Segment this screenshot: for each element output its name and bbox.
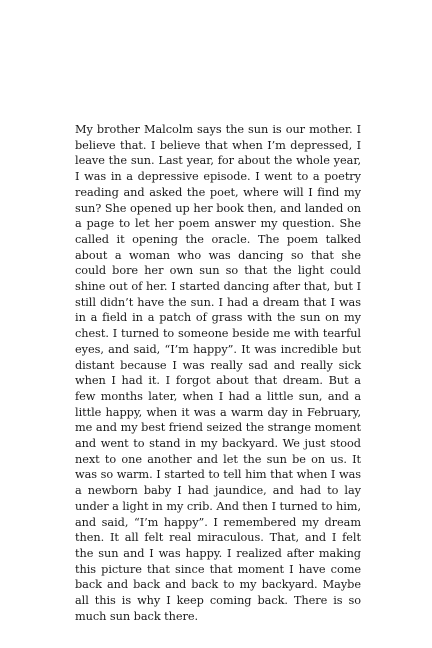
essay-paragraph: My brother Malcolm says the sun is our mother. I believe that. I believe that when I’m depressed, I leave the sun. Last year, for about the whole year, I was in a depressive episode. I went to a poetry reading and asked the poet, where will I find my sun? She opened up her book then, and landed on a page to let her poem answer my question. She called it opening the oracle. The poem talked about a woman who was dancing so that she could bore her own sun so that the light could shine out of her. I started dancing after that, but I still didn’t have the sun. I had a dream that I was in a field in a patch of grass with the sun on my chest. I turned to someone beside me with tearful eyes, and said, “I’m happy”. It was incredible but distant because I was really sad and really sick when I had it. I forgot about that dream. But a few months later, when I had a little sun, and a little happy, when it was a warm day in February, me and my best friend seized the strange moment and went to stand in my backyard. We just stood next to one another and let the sun be on us. It was so warm. I started to tell him that when I was a newborn baby I had jaundice, and had to lay under a light in my crib. And then I turned to him, and said, “I’m happy”. I remembered my dream then. It all felt real miraculous. That, and I felt the sun and I was happy. I realized after making this picture that since that moment I have come back and back and back to my backyard. Maybe all this is why I keep coming back. There is so much sun back there. bbox=[75, 123, 361, 623]
essay-text-block bbox=[75, 122, 361, 625]
